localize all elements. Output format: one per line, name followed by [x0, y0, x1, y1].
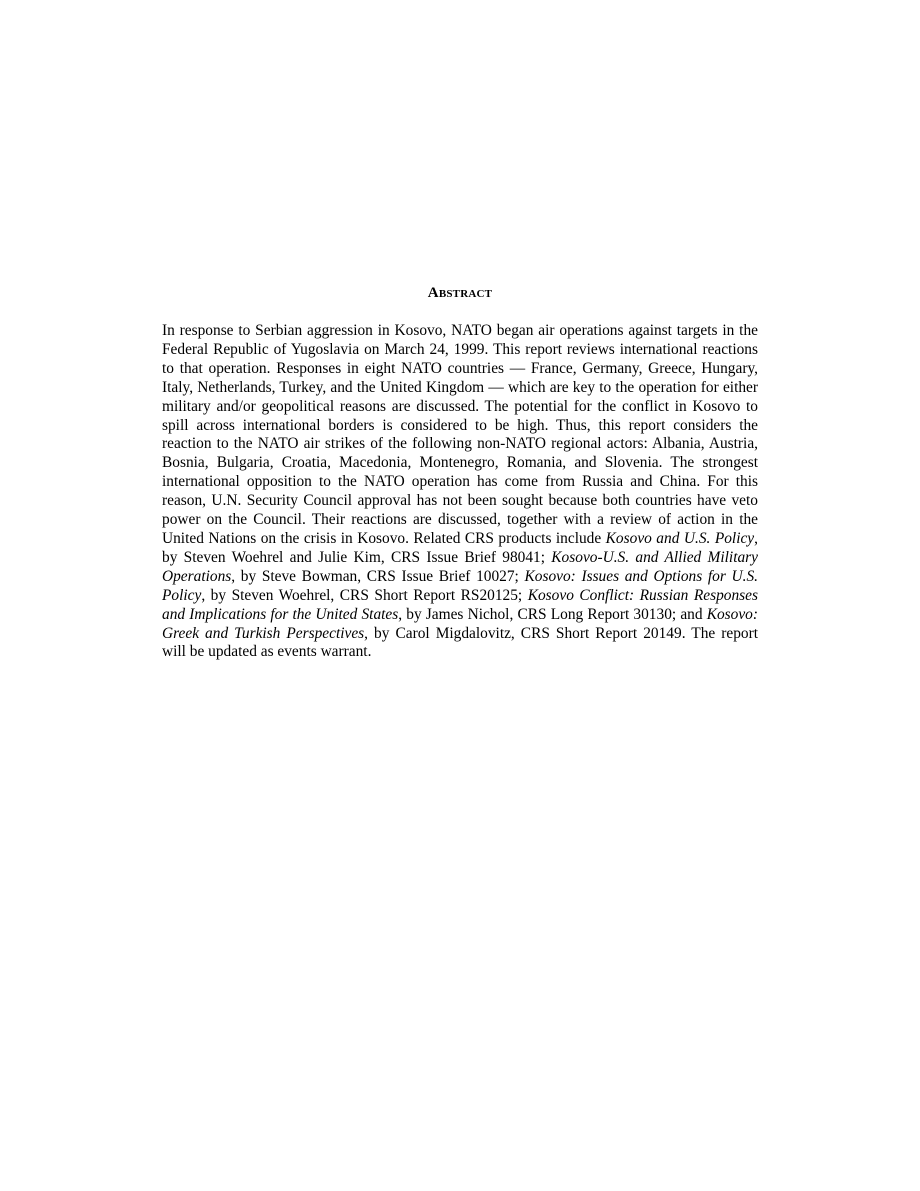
- abstract-text-segment: , by Steven Woehrel, CRS Short Report RS20125;: [201, 586, 528, 604]
- report-title-kosovo-issues-options: Kosovo: Issues and Options for U.S. Policy: [162, 567, 759, 604]
- abstract-text-segment: , by Steve Bowman, CRS Issue Brief 10027;: [231, 567, 525, 585]
- abstract-text-segment: , by Carol Migdalovitz, CRS Short Report 20149. The report will be updated as events warrant.: [162, 624, 758, 661]
- abstract-text-segment: , by Steven Woehrel and Julie Kim, CRS Issue Brief 98041;: [162, 529, 758, 566]
- report-title-kosovo-military-operations: Kosovo-U.S. and Allied Military Operations: [162, 548, 758, 585]
- abstract-paragraph: [162, 322, 758, 662]
- abstract-text-segment: In response to Serbian aggression in Kosovo, NATO began air operations against targets in the Federal Republic of Yugoslavia on March 24, 1999. This report reviews international reactions to that operation. Responses in eight NATO countries — France, Germany, Greece, Hungary, Italy, Netherlands, Turkey, and the United Kingdom — which are key to the operation for either military and/or geopolitical reasons are discussed. The potential for the conflict in Kosovo to spill across international borders is considered to be high. Thus, this report considers the reaction to the NATO air strikes of the following non-NATO regional actors: Albania, Austria, Bosnia, Bulgaria, Croatia, Macedonia, Montenegro, Romania, and Slovenia. The strongest international opposition to the NATO operation has come from Russia and China. For this reason, U.N. Security Council approval has not been sought because both countries have veto power on the Council. Their reactions are discussed, together with a review of action in the United Nations on the crisis in Kosovo. Related CRS products include: [162, 322, 758, 547]
- report-title-kosovo-greek-turkish: Kosovo: Greek and Turkish Perspectives: [162, 605, 759, 642]
- report-title-kosovo-conflict-russian: Kosovo Conflict: Russian Responses and Implications for the United States: [162, 586, 758, 623]
- abstract-text-segment: , by James Nichol, CRS Long Report 30130; and: [398, 605, 707, 623]
- abstract-heading: Abstract: [427, 285, 493, 301]
- report-title-kosovo-us-policy: Kosovo and U.S. Policy: [605, 529, 755, 547]
